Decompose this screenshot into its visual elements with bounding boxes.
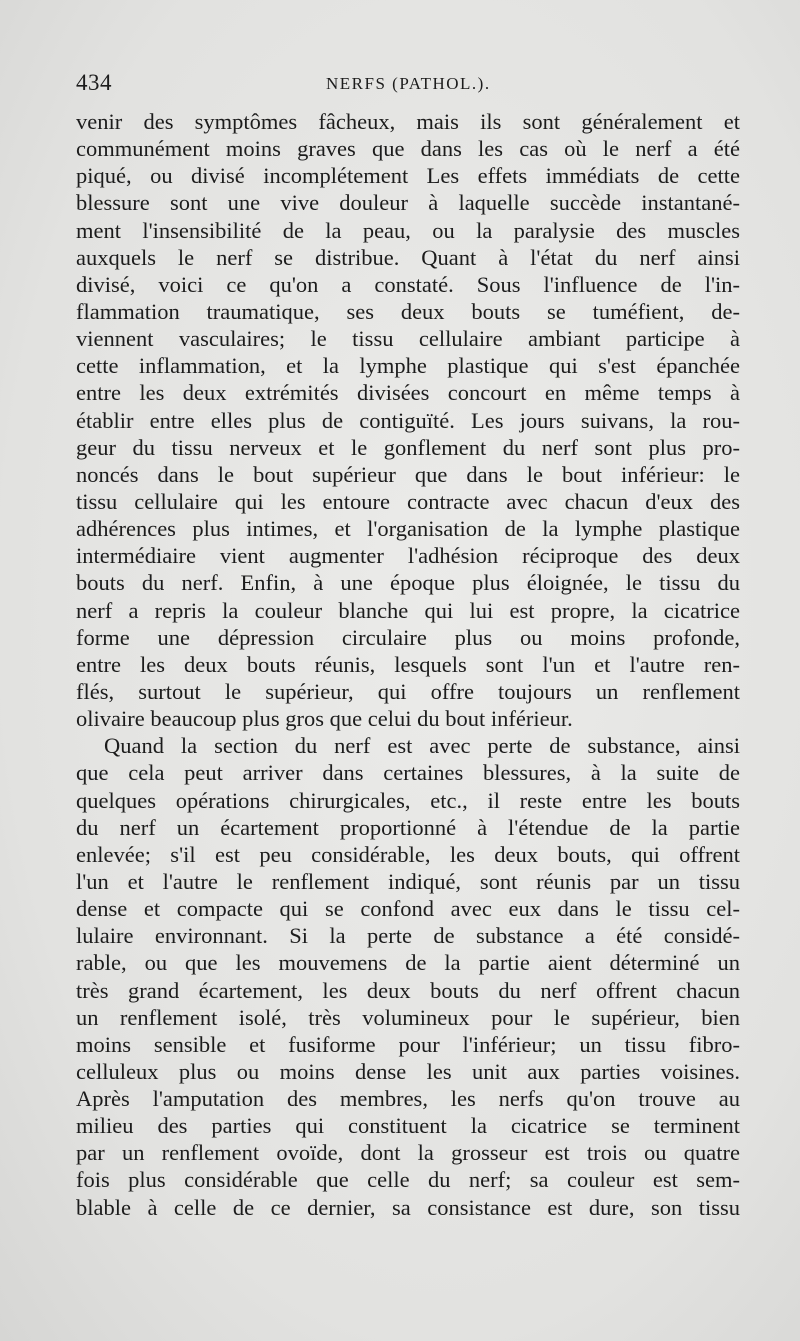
text-line: cette inflammation, et la lymphe plastique qui s'est épanchée — [76, 353, 740, 379]
text-line: Après l'amputation des membres, les nerfs qu'on trouve au — [76, 1086, 740, 1112]
text-line: blable à celle de ce dernier, sa consistance est dure, son tissu — [76, 1194, 740, 1220]
text-line: milieu des parties qui constituent la cicatrice se terminent — [76, 1113, 740, 1139]
text-line: bouts du nerf. Enfin, à une époque plus éloignée, le tissu du — [76, 570, 740, 596]
body-text — [76, 108, 740, 1221]
text-line: Quand la section du nerf est avec perte de substance, ainsi — [104, 733, 740, 759]
text-line: par un renflement ovoïde, dont la grosseur est trois ou quatre — [76, 1140, 740, 1166]
page-number: 434 — [76, 70, 112, 95]
text-line: fois plus considérable que celle du nerf; sa couleur est sem- — [76, 1167, 740, 1193]
text-line: enlevée; s'il est peu considérable, les deux bouts, qui offrent — [76, 841, 740, 867]
text-line: divisé, voici ce qu'on a constaté. Sous l'influence de l'in- — [76, 271, 740, 297]
text-line: ment l'insensibilité de la peau, ou la paralysie des muscles — [76, 217, 740, 243]
text-line: communément moins graves que dans les cas où le nerf a été — [76, 136, 740, 162]
text-line: lulaire environnant. Si la perte de substance a été considé- — [76, 923, 740, 949]
text-line: que cela peut arriver dans certaines blessures, à la suite de — [76, 760, 740, 786]
text-line: l'un et l'autre le renflement indiqué, sont réunis par un tissu — [76, 868, 740, 894]
text-line: moins sensible et fusiforme pour l'inférieur; un tissu fibro- — [76, 1031, 740, 1057]
text-line: très grand écartement, les deux bouts du nerf offrent chacun — [76, 977, 740, 1003]
text-line: entre les deux extrémités divisées concourt en même temps à — [76, 380, 740, 406]
text-line: noncés dans le bout supérieur que dans le bout inférieur: le — [76, 461, 740, 487]
text-line: intermédiaire vient augmenter l'adhésion réciproque des deux — [76, 543, 740, 569]
text-line: quelques opérations chirurgicales, etc., il reste entre les bouts — [76, 787, 740, 813]
text-line: olivaire beaucoup plus gros que celui du bout inférieur. — [76, 706, 573, 732]
text-line: venir des symptômes fâcheux, mais ils sont généralement et — [76, 109, 740, 134]
text-line: du nerf un écartement proportionné à l'étendue de la partie — [76, 814, 740, 840]
text-line: piqué, ou divisé incomplétement Les effets immédiats de cette — [76, 163, 740, 189]
text-line: nerf a repris la couleur blanche qui lui est propre, la cicatrice — [76, 597, 740, 623]
text-line: celluleux plus ou moins dense les unit aux parties voisines. — [76, 1058, 740, 1084]
text-line: entre les deux bouts réunis, lesquels sont l'un et l'autre ren- — [76, 651, 740, 677]
text-line: flés, surtout le supérieur, qui offre toujours un renflement — [76, 678, 740, 704]
text-line: geur du tissu nerveux et le gonflement du nerf sont plus pro- — [76, 434, 740, 460]
text-line: tissu cellulaire qui les entoure contracte avec chacun d'eux des — [76, 488, 740, 514]
text-line: forme une dépression circulaire plus ou moins profonde, — [76, 624, 740, 650]
text-line: flammation traumatique, ses deux bouts se tuméfient, de- — [76, 298, 740, 324]
running-head: NERFS (PATHOL.). — [326, 74, 491, 93]
text-line: blessure sont une vive douleur à laquelle succède instantané- — [76, 190, 740, 216]
text-line: adhérences plus intimes, et l'organisation de la lymphe plastique — [76, 516, 740, 542]
text-line: établir entre elles plus de contiguïté. Les jours suivans, la rou- — [76, 407, 740, 433]
text-line: viennent vasculaires; le tissu cellulaire ambiant participe à — [76, 326, 740, 352]
text-line: rable, ou que les mouvemens de la partie aient déterminé un — [76, 950, 740, 976]
text-line: dense et compacte qui se confond avec eux dans le tissu cel- — [76, 896, 740, 922]
text-line: un renflement isolé, très volumineux pour le supérieur, bien — [76, 1004, 740, 1030]
page-header — [76, 66, 738, 102]
text-line: auxquels le nerf se distribue. Quant à l'état du nerf ainsi — [76, 244, 740, 270]
